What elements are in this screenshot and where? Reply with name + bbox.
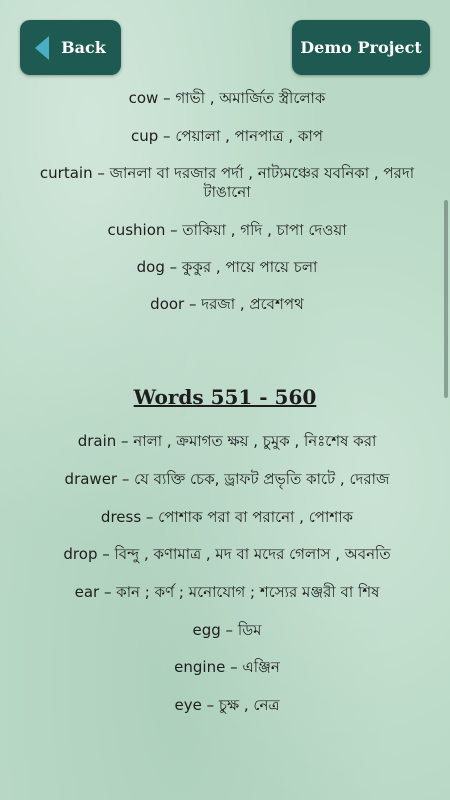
- word-entry: dog – কুকুর , পায়ে পায়ে চলা: [136, 258, 318, 276]
- word-entry: ear – কান ; কর্ণ ; মনোযোগ ; শস্যের মঞ্জরী বা শিষ: [74, 583, 380, 601]
- word-entry: cup – পেয়ালা , পানপাত্র , কাপ: [131, 127, 323, 145]
- word-entry: egg – ডিম: [192, 621, 262, 639]
- word-list[interactable]: [0, 82, 450, 800]
- demo-project-label: Demo Project: [300, 38, 422, 57]
- word-entry: dress – পোশাক পরা বা পরানো , পোশাক: [100, 508, 354, 526]
- word-entry: door – দরজা , প্রবেশপথ: [150, 295, 304, 313]
- demo-project-button[interactable]: [292, 20, 430, 75]
- scrollbar[interactable]: [444, 200, 448, 398]
- word-entry: engine – এঞ্জিন: [174, 658, 280, 676]
- word-entry: drop – বিন্দু , কণামাত্র , মদ বা মদের গেলাস , অবনতি: [63, 545, 391, 563]
- back-button-label: Back: [61, 38, 106, 57]
- word-entry: drain – নালা , ক্রমাগত ক্ষয় , চুমুক , নিঃশেষ করা: [77, 432, 377, 450]
- section-title: Words 551 - 560: [133, 385, 317, 409]
- back-button[interactable]: [20, 20, 121, 75]
- back-arrow-icon: [35, 36, 49, 60]
- word-entry: drawer – যে ব্যক্তি চেক, ড্রাফট প্রভৃতি কাটে , দেরাজ: [64, 470, 390, 488]
- word-entry: curtain – জানলা বা দরজার পর্দা , নাট্যমঞ্চের যবনিকা , পরদা টাঙানো: [39, 164, 415, 201]
- word-entry: cow – গাভী , অমার্জিত স্ত্রীলোক: [128, 89, 326, 107]
- word-entry: eye – চুক্ষ , নেত্র: [174, 696, 280, 714]
- word-entry: cushion – তাকিয়া , গদি , চাপা দেওয়া: [107, 221, 347, 239]
